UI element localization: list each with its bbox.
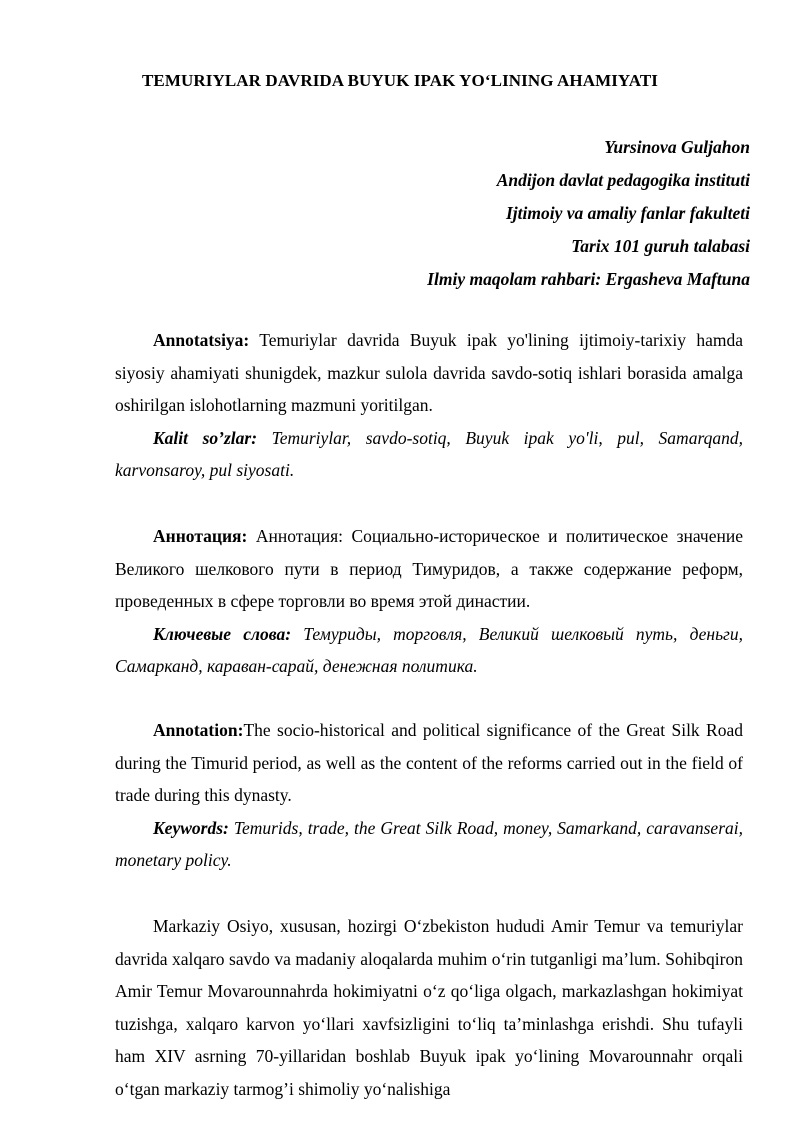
abstract-uzbek-label: Annotatsiya: [153,330,250,350]
author-name: Yursinova Guljahon [604,137,750,157]
keywords-english-label: Keywords: [153,817,229,838]
article-body [115,910,743,1105]
keywords-uzbek-label: Kalit so’zlar: [153,427,258,448]
abstract-english [115,714,743,877]
keywords-russian-paragraph [115,618,743,683]
author-block [427,133,750,298]
abstract-english-paragraph [115,714,743,812]
abstract-russian [115,520,743,683]
author-supervisor: Ilmiy maqolam rahbari: Ergasheva Maftuna [427,269,750,289]
keywords-uzbek-paragraph [115,422,743,487]
keywords-uzbek-text: Temuriylar, savdo-sotiq, Buyuk ipak yo'li, pul, Samarqand, karvonsaroy, pul siyosati. [115,427,743,480]
author-group: Tarix 101 guruh talabasi [571,236,750,256]
abstract-english-text: The socio-historical and political significance of the Great Silk Road during the Timurid period, as well as the content of the reforms carried out in the field of trade during this dynasty. [115,720,743,805]
keywords-russian-label: Ключевые слова: [153,623,292,644]
abstract-russian-text: Аннотация: Социально-историческое и политическое значение Великого шелкового пути в период Тимуридов, а также содержание реформ, проведенных в сфере торговли во время этой династии. [115,526,743,611]
article-title: TEMURIYLAR DAVRIDA BUYUK IPAK YO‘LINING AHAMIYATI [141,71,659,90]
author-faculty: Ijtimoiy va amaliy fanlar fakulteti [505,203,750,223]
abstract-russian-label: Аннотация: [153,526,248,546]
keywords-english-text: Temurids, trade, the Great Silk Road, money, Samarkand, caravanserai, monetary policy. [115,817,743,870]
abstract-uzbek-paragraph [115,324,743,422]
abstract-uzbek-text: Temuriylar davrida Buyuk ipak yo'lining ijtimoiy-tarixiy hamda siyosiy ahamiyati shunigdek, mazkur sulola davrida savdo-sotiq ishlari borasida amalga oshirilgan islohotlarning mazmuni yoritilgan. [115,330,743,415]
keywords-russian-text: Темуриды, торговля, Великий шелковый путь, деньги, Самарканд, караван-сарай, денежная политика. [115,623,743,676]
abstract-english-label: Annotation: [153,720,244,740]
body-paragraph: Markaziy Osiyo, xususan, hozirgi O‘zbekiston hududi Amir Temur va temuriylar davrida xalqaro savdo va madaniy aloqalarda muhim o‘rin tutganligi ma’lum. Sohibqiron Amir Temur Movarounnahrda hokimiyatni o‘z qo‘liga olgach, markazlashgan hokimiyat tuzishga, xalqaro karvon yo‘llari xavfsizligini to‘liq ta’minlashga erishdi. Shu tufayli ham XIV asrning 70-yillaridan boshlab Buyuk ipak yo‘lining Movarounnahr orqali o‘tgan markaziy tarmog’i shimoliy yo‘nalishiga [115,916,743,1099]
abstract-russian-paragraph [115,520,743,618]
abstract-uzbek [115,324,743,487]
keywords-english-paragraph [115,812,743,877]
author-institution: Andijon davlat pedagogika instituti [496,170,750,190]
